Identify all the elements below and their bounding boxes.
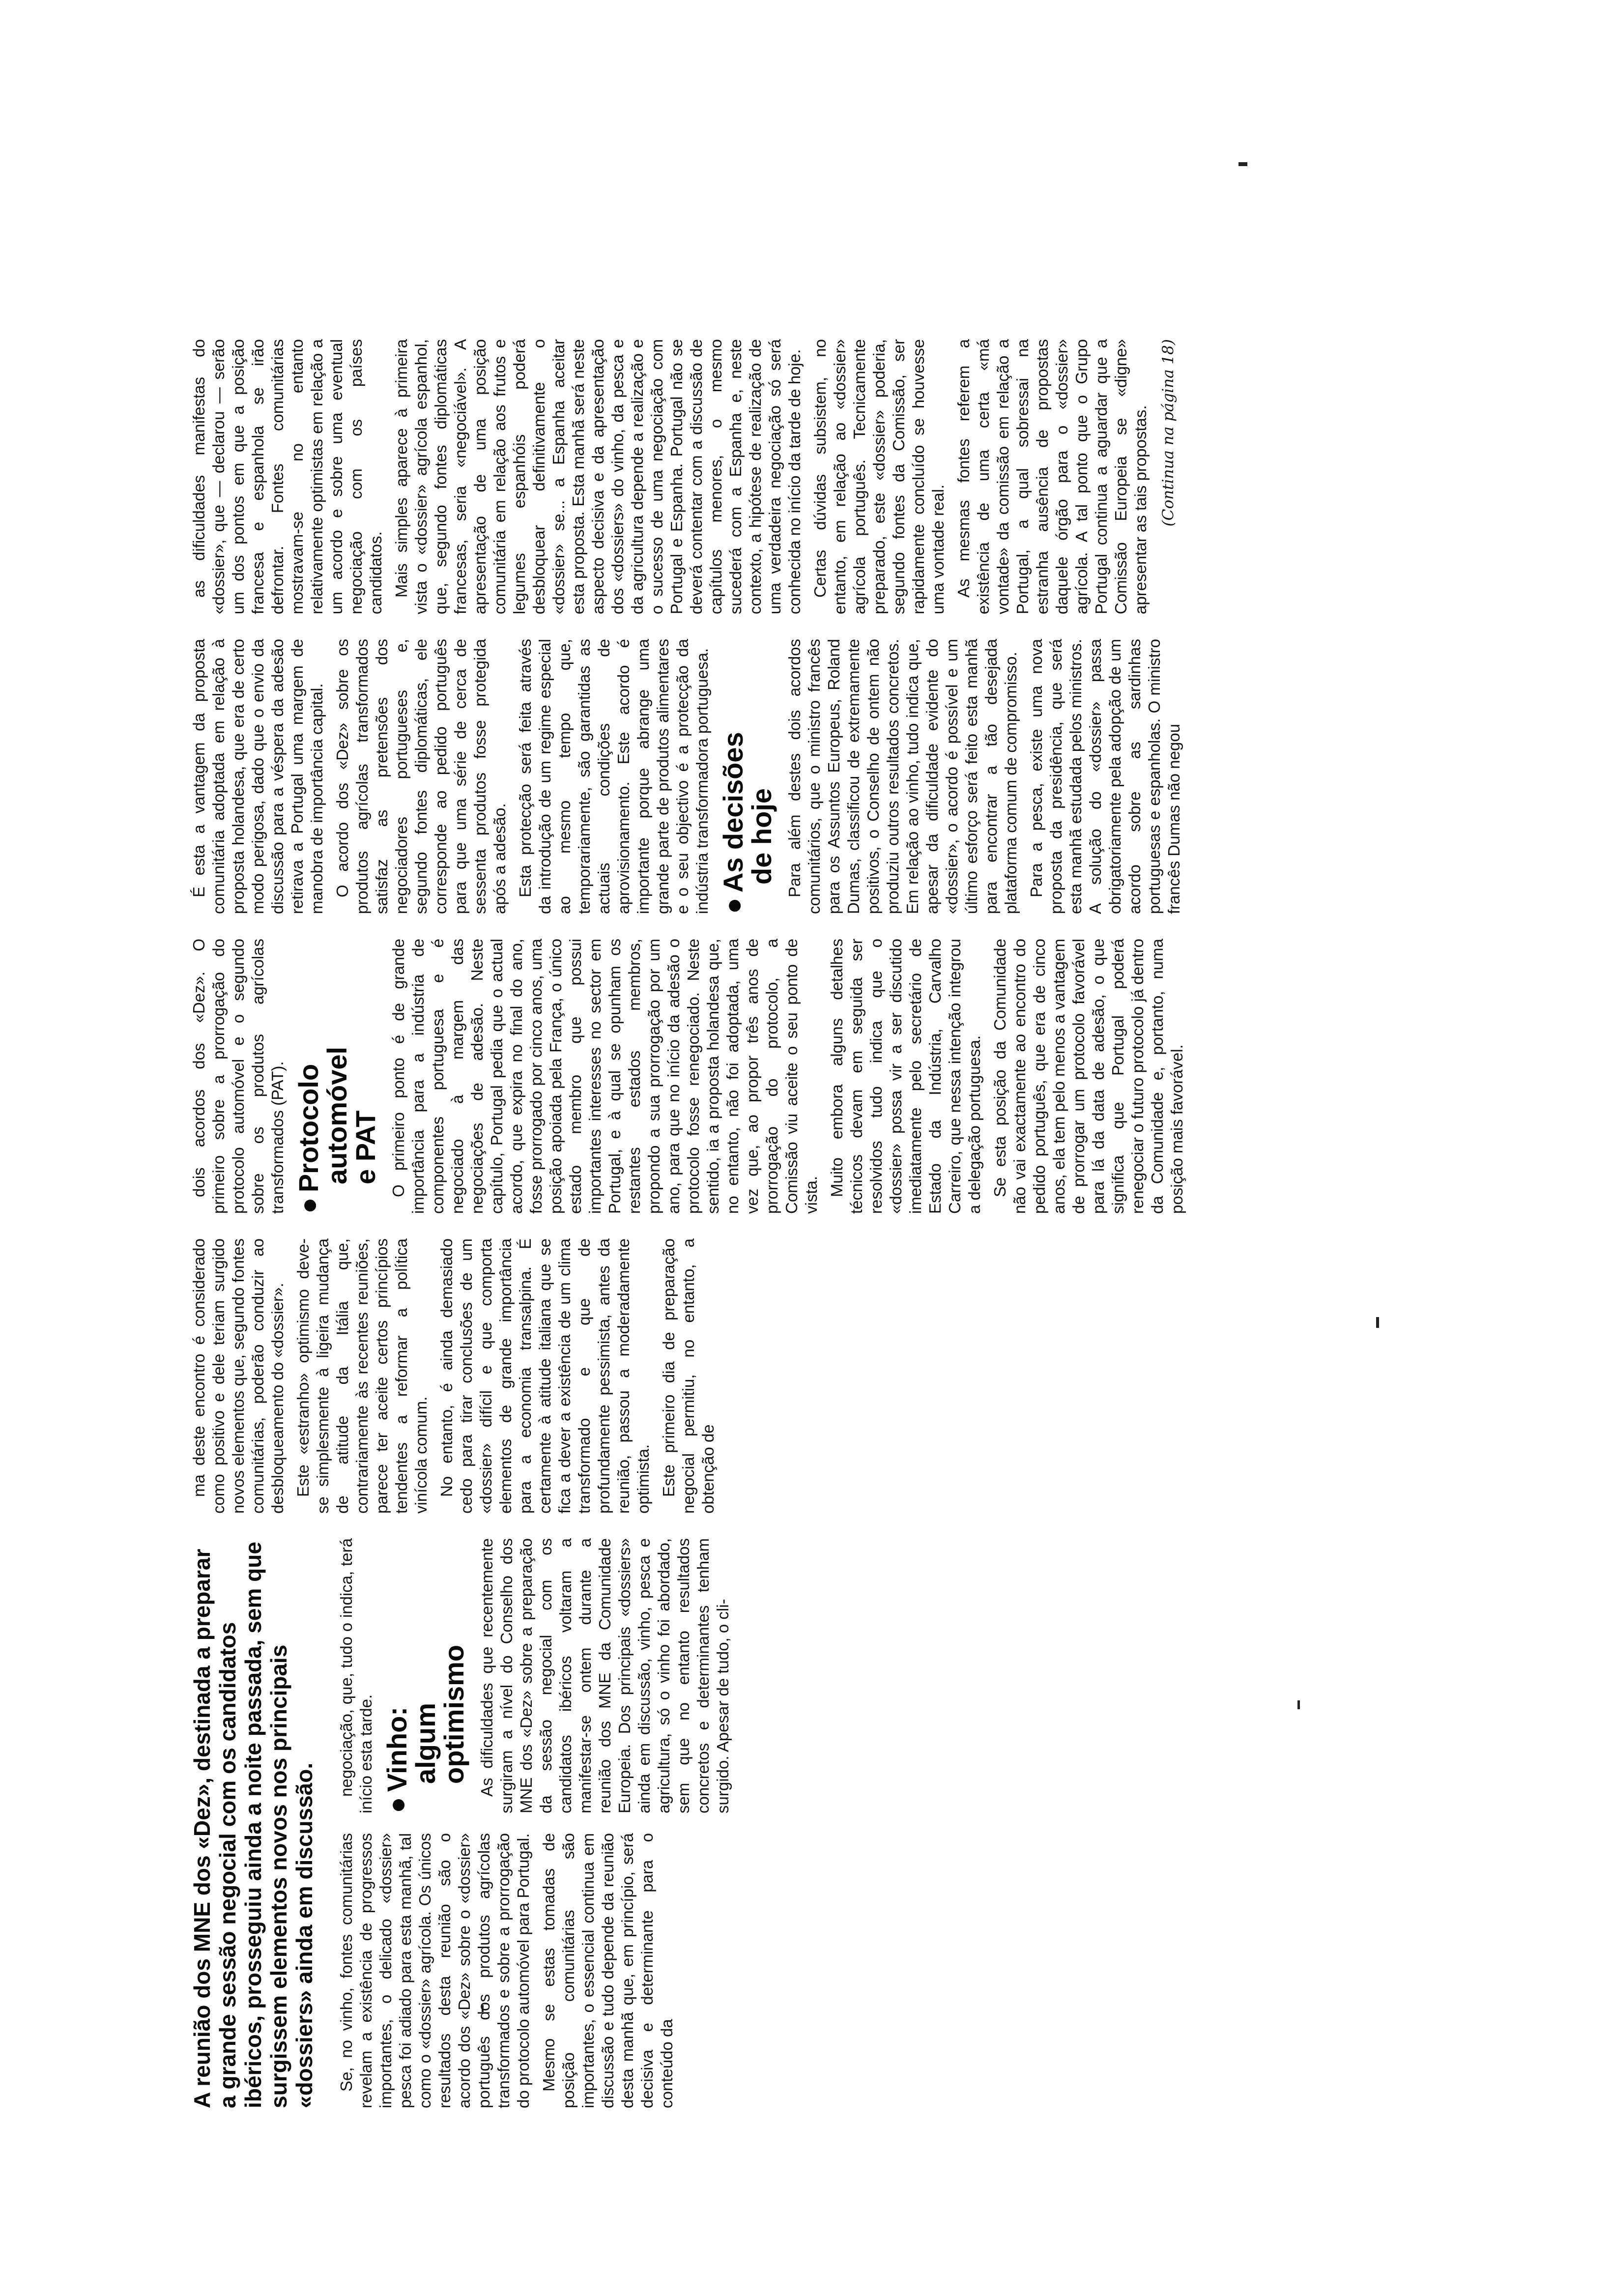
- bullet-icon: ●: [718, 897, 748, 914]
- paragraph: Para além destes dois acordos comunitários, que o ministro francês para os Assuntos Europeus, Roland Dumas, classificou de extremamente positivos, o Conselho de ontem não produziu outros resultados concretos. Em relação ao vinho, tudo indica que, apesar da dificuldade evidente do «dossier», o acordo é possível e um último esforço será feito esta manhã para encontrar a tão desejada plataforma comum de compromisso.: [785, 639, 1020, 914]
- rotated-article: [189, 128, 1457, 2118]
- paragraph: As mesmas fontes referem a existência de uma certa «má vontade» da comissão em relação a Portugal, a qual sobressai na estranha ausência de propostas daquele órgão para o «dossier» agrícola. A tal ponto que o Grupo Portugal continua a aguardar que a Comissão Europeia se «digne» apresentar as tais propostas.: [954, 339, 1150, 614]
- paragraph: Se esta posição da Comunidade não vai exactamente ao encontro do pedido português, que era de cinco anos, ela tem pelo menos a vantagem de prorrogar um protocolo favorável para lá da data de adesão, o que significa que Portugal poderá renegociar o futuro protocolo já dentro da Comunidade e, portanto, numa posição mais favorável.: [991, 939, 1186, 1214]
- paragraph: as dificuldades manifestas do «dossier», que — declarou — serão um dos pontos em que a posição francesa e espanhola se irão defrontar. Fontes comunitárias mostravam-se no entanto relativamente optimistas em relação a um acordo e sobre uma eventual negociação com os países candidatos.: [190, 339, 385, 614]
- section-heading-vinho: ●Vinho: algum optimismo: [381, 1644, 469, 1813]
- article-column-4: [189, 939, 1418, 1214]
- paragraph: Este «estranho» optimismo deve-se simplesmente à ligeira mudança de atitude da Itália que, contrariamente às recentes reuniões, parece ter aceite certos princípios tendentes a reformar a política vinícola comum.: [294, 1238, 430, 1514]
- paragraph: Este primeiro dia de preparação negocial permitiu, no entanto, a obtenção de: [660, 1238, 717, 1514]
- article-headline: A reunião dos MNE dos «Dez», destinada a preparar a grande sessão negocial com os candidatos ibéricos, prosseguiu ainda a noite passada, sem que surgissem elementos novos nos principais «dossiers» ainda em discussão.: [189, 1542, 317, 2108]
- article-column-1: [337, 1833, 710, 2108]
- article-column-5: [189, 639, 1418, 914]
- paragraph: ma deste encontro é considerado como positivo e dele teriam surgido novos elementos que, segundo fontes comunitárias, poderão conduzir ao desbloqueamento do «dossier».: [190, 1238, 287, 1514]
- paragraph: Esta protecção será feita através da introdução de um regime especial ao mesmo tempo que, temporariamente, são garantidas as actuais condições de aprovisionamento. Este acordo é importante porque abrange uma grande parte de produtos alimentares e o seu objectivo é a protecção da indústria transformadora portuguesa.: [516, 639, 711, 914]
- article-column-2: [337, 1538, 732, 1813]
- paragraph: É esta a vantagem da proposta comunitária adoptada em relação à proposta holandesa, que era de certo modo perigosa, dado que o envio da discussão para a véspera da adesão retirava a Portugal uma margem de manobra de importância capital.: [190, 639, 326, 914]
- article-column-3: [189, 1238, 717, 1514]
- continued-note: (Continua na página 18): [1159, 339, 1177, 527]
- paragraph: dois acordos dos «Dez». O primeiro sobre a prorrogação do protocolo automóvel e o segundo sobre os produtos agrícolas transformados (PAT).: [190, 939, 287, 1214]
- paragraph: O acordo dos «Dez» sobre os produtos agrícolas transformados satisfaz as pretensões dos negociadores portugueses e, segundo fontes diplomáticas, ele corresponde ao pedido português para que uma série de cerca de sessenta produtos fosse protegida após a adesão.: [333, 639, 509, 914]
- paragraph: Se, no vinho, fontes comunitárias revelam a existência de progressos importantes, o delicado «dossier» pesca foi adiado para esta manhã, tal como o «dossier» agrícola. Os únicos resultados desta reunião são o acordo dos «Dez» sobre o «dossier» português dos produtos agrícolas transformados e sobre a prorrogação do protocolo automóvel para Portugal.: [337, 1833, 532, 2108]
- bullet-icon: ●: [293, 1197, 324, 1214]
- paragraph: Para a pesca, existe uma nova proposta da presidência, que será esta manhã estudada pelos ministros. A solução do «dossier» passa obrigatoriamente pela adopção de um acordo sobre as sardinhas portuguesas e espanholas. O ministro francês Dumas não negou: [1027, 639, 1183, 914]
- paragraph: As dificuldades que recentemente surgiram a nível do Conselho dos MNE dos «Dez» sobre a preparação da sessão negocial com os candidatos ibéricos voltaram a manifestar-se ontem durante a reunião dos MNE da Comunidade Europeia. Dos principais «dossiers» ainda em discussão, vinho, pesca e agricultura, só o vinho foi abordado, sem que no entanto resultados concretos e determinantes tenham surgido. Apesar de tudo, o cli-: [478, 1538, 732, 1813]
- paragraph: negociação, que, tudo o indica, terá início esta tarde.: [337, 1538, 375, 1813]
- paragraph: O primeiro ponto é de grande importância para a indústria de componentes portuguesa e é negociado à margem das negociações de adesão. Neste capítulo, Portugal pedia que o actual acordo, que expira no final do ano, fosse prorrogado por cinco anos, uma posição apoiada pela França, o único estado membro que possui importantes interesses no sector em Portugal, e à qual se opunham os restantes estados membros, propondo a sua prorrogação por um ano, para que no início da adesão o protocolo fosse renegociado. Neste sentido, ia a proposta holandesa que, no entanto, não foi adoptada, uma vez que, ao propor três anos de prorrogação do protocolo, a Comissão viu aceite o seu ponto de vista.: [389, 939, 820, 1214]
- paragraph: Muito embora alguns detalhes técnicos devam em seguida ser resolvidos tudo indica que o «dossier» possa vir a ser discutido imediatamente pelo secretário de Estado da Indústria, Carvalho Carreiro, que nessa intenção integrou a delegação portuguesa.: [828, 939, 983, 1214]
- bullet-icon: ●: [381, 1797, 412, 1813]
- section-heading-protocolo: ●Protocolo automóvel e PAT: [293, 1046, 381, 1214]
- article-column-6: [189, 339, 1438, 614]
- section-heading-decisoes: ●As decisões de hoje: [718, 732, 777, 914]
- paragraph: Mais simples aparece à primeira vista o «dossier» agrícola espanhol, que, segundo fontes diplomáticas francesas, seria «negociável». A apresentação de uma posição comunitária em relação aos frutos e legumes espanhóis poderá desbloquear definitivamente o «dossier» se... a Espanha aceitar esta proposta. Esta manhã será neste aspecto decisiva e da apresentação dos «dossiers» do vinho, da pesca e da agricultura depende a realização e o sucesso de uma negociação com Portugal e Espanha. Portugal não se deverá contentar com a discussão de capítulos menores, o mesmo sucederá com a Espanha e, neste contexto, a hipótese de realização de uma verdadeira negociação só será conhecida no início da tarde de hoje.: [392, 339, 804, 614]
- paragraph: Mesmo se estas tomadas de posição comunitárias são importantes, o essencial continua em discussão e tudo depende da reunião desta manhã que, em princípio, será decisiva e determinante para o conteúdo da: [540, 1833, 676, 2108]
- paragraph: No entanto, é ainda demasiado cedo para tirar conclusões de um «dossier» difícil e que comporta elementos de grande importância para a economia transalpina. É certamente à atitude italiana que se fica a dever a existência de um clima transformado e que de profundamente pessimista, antes da reunião, passou a moderadamente optimista.: [437, 1238, 652, 1514]
- paragraph: Certas dúvidas subsistem, no entanto, em relação ao «dossier» agrícola português. Tecnicamente preparado, este «dossier» poderia, segundo fontes da Comissão, ser rapidamente concluído se houvesse uma vontade real.: [811, 339, 947, 614]
